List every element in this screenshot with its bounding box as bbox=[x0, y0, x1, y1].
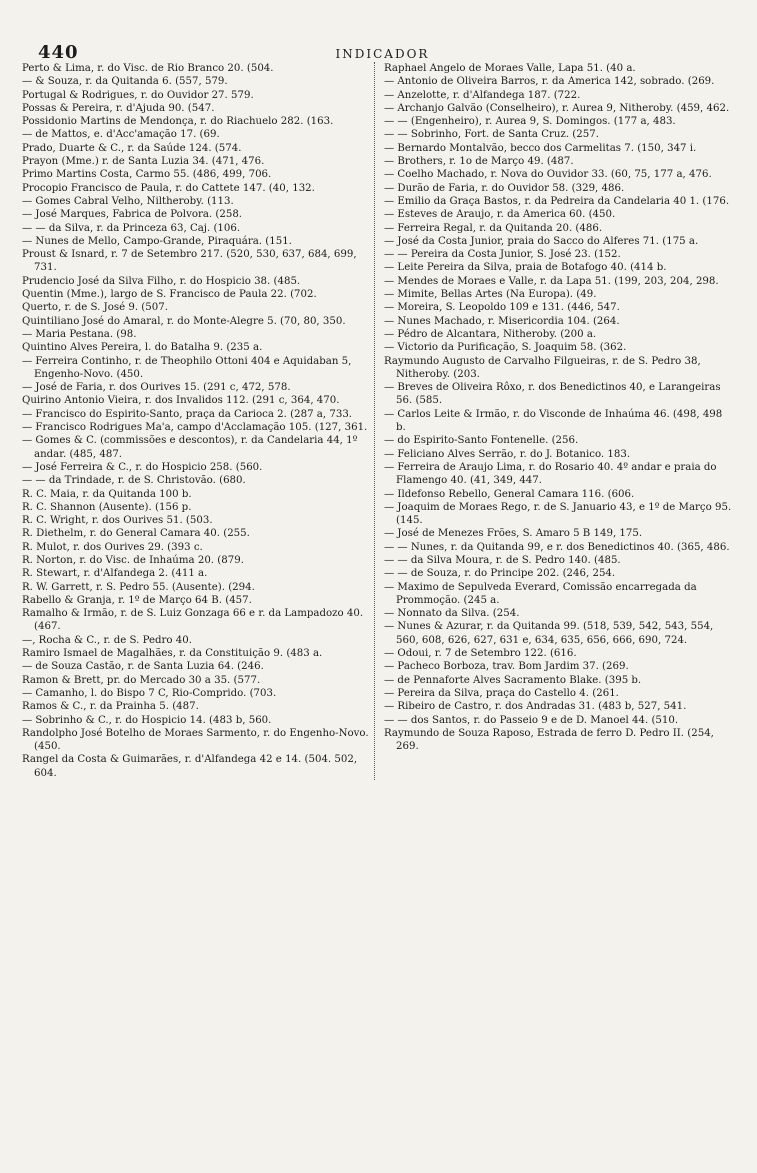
directory-entry: — Ferreira Continho, r. de Theophilo Ottoni 404 e Aquidaban 5, Engenho-Novo. (450. bbox=[22, 355, 352, 380]
directory-entry: R. Norton, r. do Visc. de Inhaúma 20. (879. bbox=[22, 554, 244, 566]
directory-entry: — José de Menezes Frões, S. Amaro 5 B 149, 175. bbox=[384, 528, 643, 540]
directory-entry: — Ferreira Regal, r. da Quitanda 20. (486. bbox=[384, 222, 603, 234]
column-divider bbox=[374, 62, 375, 780]
directory-entry: — Gomes Cabral Velho, Niltheroby. (113. bbox=[22, 195, 234, 207]
directory-entry: — Nunes Machado, r. Misericordia 104. (264. bbox=[384, 315, 620, 327]
directory-entry: Possidonio Martins de Mendonça, r. do Riachuelo 282. (163. bbox=[22, 116, 334, 128]
directory-entry: — Bernardo Montalvão, becco dos Carmelitas 7. (150, 347 i. bbox=[384, 142, 697, 154]
directory-entry: — de Souza Castão, r. de Santa Luzia 64. (246. bbox=[22, 661, 264, 673]
directory-entry: Primo Martins Costa, Carmo 55. (486, 499, 706. bbox=[22, 169, 272, 181]
directory-entry: — Pacheco Borboza, trav. Bom Jardim 37. (269. bbox=[384, 661, 629, 673]
entry-columns bbox=[22, 62, 743, 780]
directory-entry: Quentin (Mme.), largo de S. Francisco de Paula 22. (702. bbox=[22, 289, 317, 301]
directory-entry: Raymundo de Souza Raposo, Estrada de ferro D. Pedro II. (254, 269. bbox=[384, 727, 714, 753]
directory-entry: — Sobrinho & C., r. do Hospicio 14. (483 b, 560. bbox=[22, 714, 272, 726]
directory-entry: — Coelho Machado, r. Nova do Ouvidor 33. (60, 75, 177 a, 476. bbox=[384, 169, 712, 181]
right-column bbox=[378, 62, 734, 780]
directory-entry: — Mendes de Moraes e Valle, r. da Lapa 51. (199, 203, 204, 298. bbox=[384, 275, 719, 287]
directory-entry: Prado, Duarte & C., r. da Saúde 124. (574. bbox=[22, 142, 242, 154]
directory-entry: — Antonio de Oliveira Barros, r. da America 142, sobrado. (269. bbox=[384, 76, 715, 88]
directory-entry: —, Rocha & C., r. de S. Pedro 40. bbox=[22, 634, 192, 646]
directory-entry: — Victorio da Purificação, S. Joaquim 58. (362. bbox=[384, 342, 627, 354]
directory-entry: — Camanho, l. do Bispo 7 C, Rio-Comprido. (703. bbox=[22, 687, 277, 699]
directory-entry: — — Pereira da Costa Junior, S. José 23. (152. bbox=[384, 249, 621, 261]
directory-entry: R. Mulot, r. dos Ourives 29. (393 c. bbox=[22, 541, 203, 553]
directory-entry: — Feliciano Alves Serrão, r. do J. Botanico. 183. bbox=[384, 448, 631, 460]
directory-entry: Portugal & Rodrigues, r. do Ouvidor 27. 579. bbox=[22, 89, 254, 101]
directory-entry: Ramos & C., r. da Prainha 5. (487. bbox=[22, 701, 199, 713]
directory-entry: Perto & Lima, r. do Visc. de Rio Branco 20. (504. bbox=[22, 63, 274, 74]
directory-entry: — Joaquim de Moraes Rego, r. de S. Januario 43, e 1º de Março 95. (145. bbox=[384, 501, 732, 527]
directory-entry: — — da Silva, r. da Princeza 63, Caj. (106. bbox=[22, 222, 241, 234]
directory-entry: — do Espirito-Santo Fontenelle. (256. bbox=[384, 435, 579, 447]
directory-entry: — — da Silva Moura, r. de S. Pedro 140. (485. bbox=[384, 554, 621, 566]
directory-entry: Raymundo Augusto de Carvalho Filgueiras, r. de S. Pedro 38, Nitheroby. (203. bbox=[384, 355, 701, 380]
directory-entry: — de Pennaforte Alves Sacramento Blake. (395 b. bbox=[384, 674, 642, 686]
directory-entry: Rangel da Costa & Guimarães, r. d'Alfandega 42 e 14. (504. 502, 604. bbox=[22, 754, 358, 779]
directory-entry: — Breves de Oliveira Rôxo, r. dos Benedictinos 40, e Larangeiras 56. (585. bbox=[384, 382, 721, 407]
directory-entry: — Ildefonso Rebello, General Camara 116. (606. bbox=[384, 488, 635, 500]
directory-entry: — José Ferreira & C., r. do Hospicio 258. (560. bbox=[22, 461, 263, 473]
directory-entry: — Nunes de Mello, Campo-Grande, Piraquára. (151. bbox=[22, 235, 292, 247]
directory-entry: — Mimite, Bellas Artes (Na Europa). (49. bbox=[384, 289, 597, 301]
directory-entry: R. C. Shannon (Ausente). (156 p. bbox=[22, 501, 192, 513]
directory-entry: — Odoui, r. 7 de Setembro 122. (616. bbox=[384, 648, 577, 660]
directory-entry: — — Sobrinho, Fort. de Santa Cruz. (257. bbox=[384, 129, 599, 141]
directory-entry: R. W. Garrett, r. S. Pedro 55. (Ausente). (294. bbox=[22, 581, 255, 593]
directory-entry: Ramiro Ismael de Magalhães, r. da Constituição 9. (483 a. bbox=[22, 648, 323, 660]
directory-entry: Prayon (Mme.) r. de Santa Luzia 34. (471, 476. bbox=[22, 156, 265, 168]
left-column bbox=[22, 62, 378, 780]
directory-entry: Ramalho & Irmão, r. de S. Luiz Gonzaga 66 e r. da Lampadozo 40. (467. bbox=[22, 608, 364, 633]
directory-entry: Possas & Pereira, r. d'Ajuda 90. (547. bbox=[22, 102, 215, 114]
directory-entry: — — (Engenheiro), r. Aurea 9, S. Domingos. (177 a, 483. bbox=[384, 116, 676, 128]
directory-entry: Randolpho José Botelho de Moraes Sarmento, r. do Engenho-Novo. (450. bbox=[22, 727, 369, 753]
directory-entry: — Moreira, S. Leopoldo 109 e 131. (446, 547. bbox=[384, 302, 620, 314]
directory-entry: Procopio Francisco de Paula, r. do Cattete 147. (40, 132. bbox=[22, 182, 315, 194]
directory-entry: — Carlos Leite & Irmão, r. do Visconde de Inhaúma 46. (498, 498 b. bbox=[384, 408, 723, 434]
directory-entry: Quintiliano José do Amaral, r. do Monte-Alegre 5. (70, 80, 350. bbox=[22, 315, 346, 327]
directory-entry: — José de Faria, r. dos Ourives 15. (291 c, 472, 578. bbox=[22, 382, 291, 394]
directory-entry: — — Nunes, r. da Quitanda 99, e r. dos Benedictinos 40. (365, 486. bbox=[384, 541, 730, 553]
directory-entry: — Maria Pestana. (98. bbox=[22, 328, 137, 340]
directory-entry: R. Diethelm, r. do General Camara 40. (255. bbox=[22, 528, 250, 540]
directory-entry: R. C. Maia, r. da Quitanda 100 b. bbox=[22, 488, 192, 500]
directory-entry: — de Mattos, e. d'Acc'amação 17. (69. bbox=[22, 129, 220, 141]
directory-entry: Raphael Angelo de Moraes Valle, Lapa 51. (40 a. bbox=[384, 63, 636, 74]
directory-entry: — Anzelotte, r. d'Alfandega 187. (722. bbox=[384, 89, 581, 101]
directory-entry: Querto, r. de S. José 9. (507. bbox=[22, 302, 168, 314]
directory-entry: — Emilio da Graça Bastos, r. da Pedreira da Candelaria 40 1. (176. bbox=[384, 195, 730, 207]
directory-entry: Prudencio José da Silva Filho, r. do Hospicio 38. (485. bbox=[22, 275, 301, 287]
directory-entry: Rabello & Granja, r. 1º de Março 64 B. (457. bbox=[22, 594, 252, 606]
directory-entry: — Ribeiro de Castro, r. dos Andradas 31. (483 b, 527, 541. bbox=[384, 701, 687, 713]
directory-entry: — Ferreira de Araujo Lima, r. do Rosario 40. 4º andar e praia do Flamengo 40. (41, 349, 447. bbox=[384, 461, 717, 487]
page-number: 440 bbox=[38, 42, 79, 63]
directory-entry: — Leite Pereira da Silva, praia de Botafogo 40. (414 b. bbox=[384, 262, 667, 274]
directory-entry: — José da Costa Junior, praia do Sacco do Alferes 71. (175 a. bbox=[384, 235, 699, 247]
directory-entry: — José Marques, Fabrica de Polvora. (258. bbox=[22, 209, 243, 221]
directory-entry: — Francisco Rodrigues Ma'a, campo d'Acclamação 105. (127, 361. bbox=[22, 422, 368, 434]
directory-entry: — Durão de Faria, r. do Ouvidor 58. (329, 486. bbox=[384, 182, 625, 194]
directory-entry: — Nunes & Azurar, r. da Quitanda 99. (518, 539, 542, 543, 554, 560, 608, 626, 627, 631 e, 634, 635, 656, 666, 690, 724. bbox=[384, 621, 714, 646]
directory-entry: — Esteves de Araujo, r. da America 60. (450. bbox=[384, 209, 616, 221]
running-title: INDICADOR bbox=[335, 47, 430, 61]
directory-entry: — — da Trindade, r. de S. Christovão. (680. bbox=[22, 475, 246, 487]
directory-entry: R. C. Wright, r. dos Ourives 51. (503. bbox=[22, 515, 213, 527]
directory-entry: — — de Souza, r. do Principe 202. (246, 254. bbox=[384, 568, 616, 580]
directory-entry: — — dos Santos, r. do Passeio 9 e de D. Manoel 44. (510. bbox=[384, 714, 679, 726]
directory-entry: — Nonnato da Silva. (254. bbox=[384, 608, 520, 620]
directory-entry: Quirino Antonio Vieira, r. dos Invalidos 112. (291 c, 364, 470. bbox=[22, 395, 340, 407]
directory-entry: — Pereira da Silva, praça do Castello 4. (261. bbox=[384, 687, 619, 699]
directory-entry: — Maximo de Sepulveda Everard, Comissão encarregada da Prommoção. (245 a. bbox=[384, 581, 697, 606]
directory-entry: — & Souza, r. da Quitanda 6. (557, 579. bbox=[22, 76, 228, 88]
directory-entry: Ramon & Brett, pr. do Mercado 30 a 35. (577. bbox=[22, 674, 261, 686]
directory-entry: Proust & Isnard, r. 7 de Setembro 217. (520, 530, 637, 684, 699, 731. bbox=[22, 249, 357, 274]
directory-entry: R. Stewart, r. d'Alfandega 2. (411 a. bbox=[22, 568, 208, 580]
directory-entry: — Francisco do Espirito-Santo, praça da Carioca 2. (287 a, 733. bbox=[22, 408, 353, 420]
directory-entry: — Pédro de Alcantara, Nitheroby. (200 a. bbox=[384, 328, 597, 340]
directory-entry: — Gomes & C. (commissões e descontos), r. da Candelaria 44, 1º andar. (485, 487. bbox=[22, 435, 358, 460]
directory-entry: Quintino Alves Pereira, l. do Batalha 9. (235 a. bbox=[22, 342, 263, 354]
page-header bbox=[22, 20, 743, 63]
directory-entry: — Brothers, r. 1o de Março 49. (487. bbox=[384, 156, 574, 168]
directory-entry: — Archanjo Galvão (Conselheiro), r. Aurea 9, Nitheroby. (459, 462. bbox=[384, 102, 730, 114]
